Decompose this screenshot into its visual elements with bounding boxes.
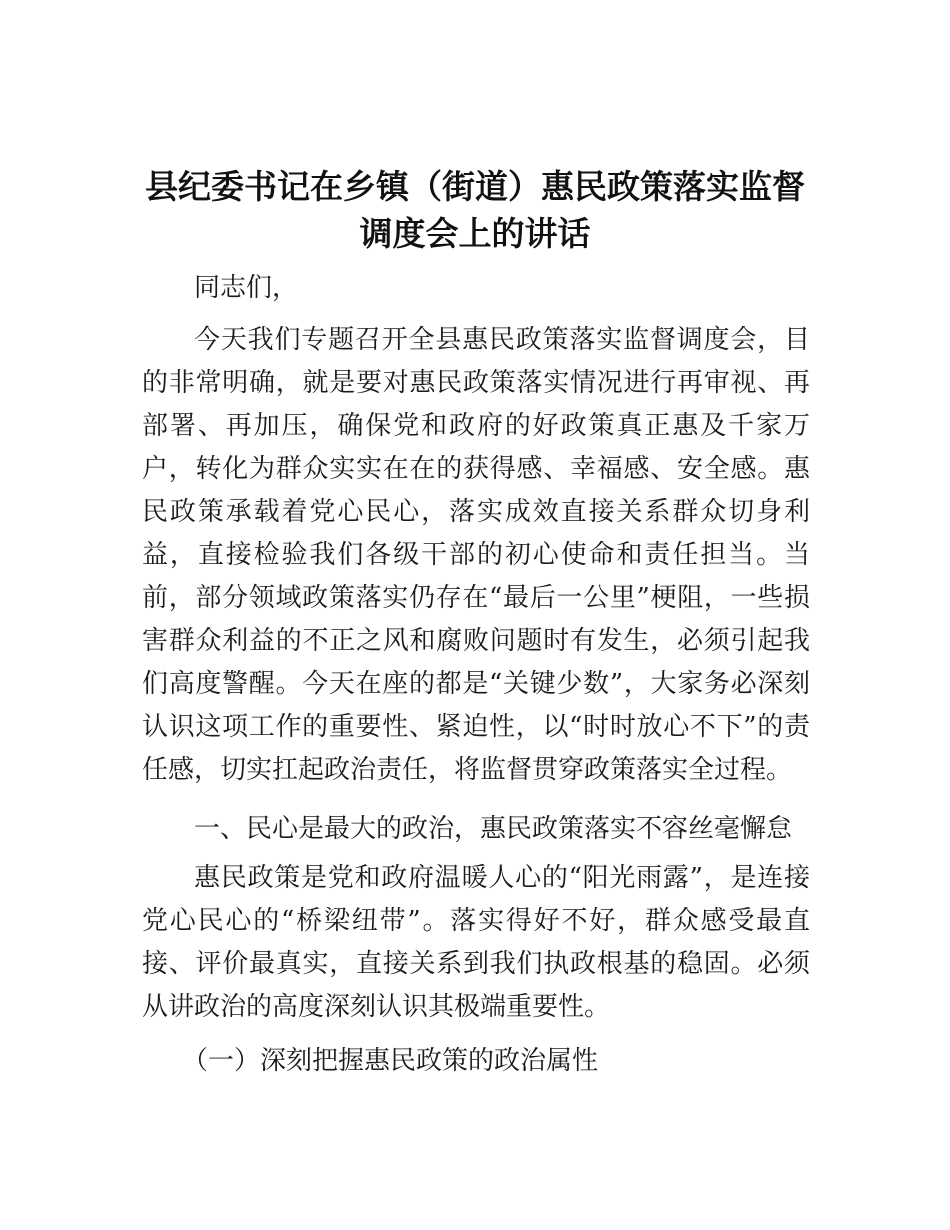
section-heading-1: 一、民心是最大的政治，惠民政策落实不容丝毫懈怠 xyxy=(194,814,793,844)
salutation: 同志们， xyxy=(194,273,299,303)
paragraph-intro: 今天我们专题召开全县惠民政策落实监督调度会，目的非常明确，就是要对惠民政策落实情况进行再审视、再部署、再加压，确保党和政府的好政策真正惠及千家万户，转化为群众实实在在的获得感、幸福感、安全感。惠民政策承载着党心民心，落实成效直接关系群众切身利益，直接检验我们各级干部的初心使命和责任担当。当前，部分领域政策落实仍存在“最后一公里”梗阻，一些损害群众利益的不正之风和腐败问题时有发生，必须引起我们高度警醒。今天在座的都是“关键少数”，大家务必深刻认识这项工作的重要性、紧迫性，以“时时放心不下”的责任感，切实扛起政治责任，将监督贯穿政策落实全过程。 xyxy=(142,325,810,785)
subsection-heading-1: （一）深刻把握惠民政策的政治属性 xyxy=(182,1046,599,1076)
document-title: 县纪委书记在乡镇（街道）惠民政策落实监督调度会上的讲话 xyxy=(145,167,805,253)
paragraph-section-1: 惠民政策是党和政府温暖人心的“阳光雨露”，是连接党心民心的“桥梁纽带”。落实得好不好，群众感受最直接、评价最真实，直接关系到我们执政根基的稳固。必须从讲政治的高度深刻认识其极端重要性。 xyxy=(142,863,810,1022)
